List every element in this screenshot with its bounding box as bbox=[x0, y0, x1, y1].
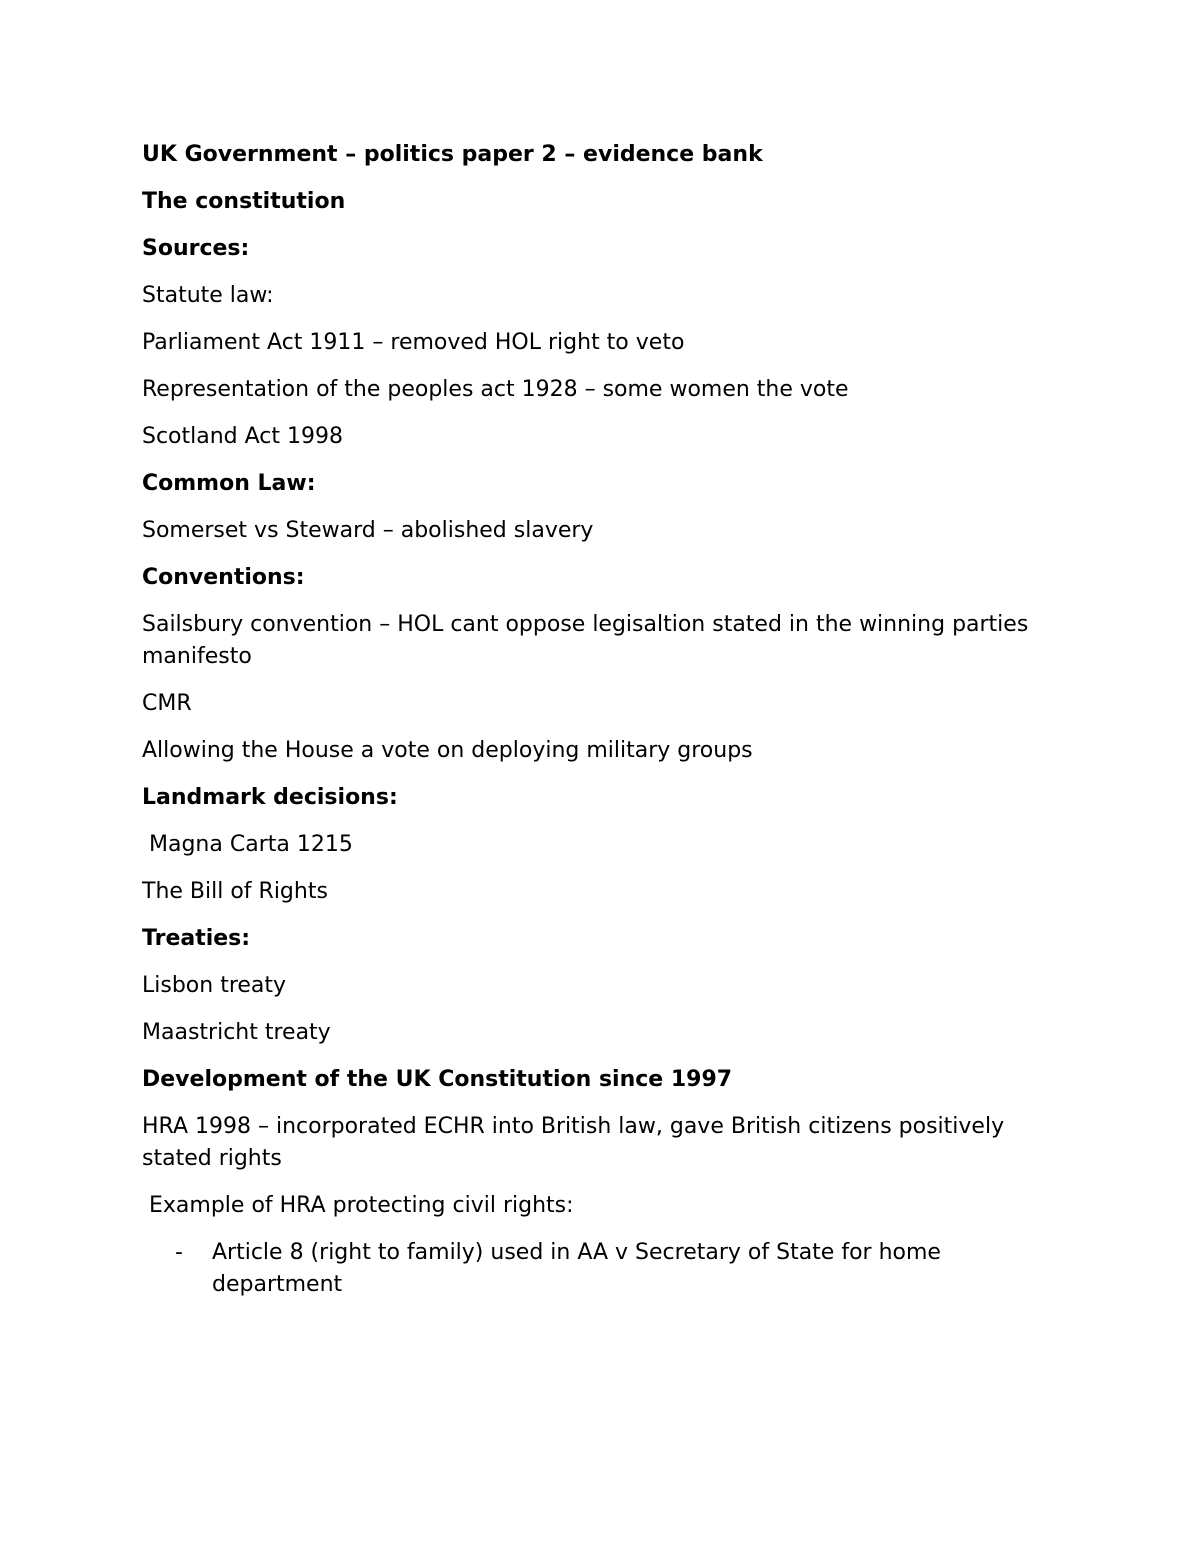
document-page bbox=[142, 139, 1042, 1301]
landmark-heading: Landmark decisions: bbox=[142, 785, 398, 810]
statute-item: Parliament Act 1911 – removed HOL right to veto bbox=[142, 330, 685, 355]
treaty-item: Lisbon treaty bbox=[142, 973, 287, 998]
convention-item: CMR bbox=[142, 691, 192, 716]
treaty-item: Maastricht treaty bbox=[142, 1020, 331, 1045]
development-heading: Development of the UK Constitution since 1997 bbox=[142, 1067, 733, 1092]
treaties-heading: Treaties: bbox=[142, 926, 251, 951]
bullet-marker: - bbox=[175, 1240, 183, 1265]
section-heading-constitution: The constitution bbox=[142, 189, 346, 214]
document-title: UK Government – politics paper 2 – evidence bank bbox=[142, 142, 763, 167]
convention-item: Sailsbury convention – HOL cant oppose legisaltion stated in the winning parties manifesto bbox=[142, 612, 1029, 669]
common-law-item: Somerset vs Steward – abolished slavery bbox=[142, 518, 594, 543]
landmark-item: The Bill of Rights bbox=[142, 879, 328, 904]
landmark-item: Magna Carta 1215 bbox=[149, 832, 353, 857]
sources-heading: Sources: bbox=[142, 236, 250, 261]
bullet-list-item bbox=[142, 1237, 1042, 1301]
convention-item: Allowing the House a vote on deploying military groups bbox=[142, 738, 753, 763]
bullet-text: Article 8 (right to family) used in AA v Secretary of State for home department bbox=[212, 1240, 941, 1297]
development-text: HRA 1998 – incorporated ECHR into British law, gave British citizens positively stated rights bbox=[142, 1114, 1005, 1171]
statute-item: Scotland Act 1998 bbox=[142, 424, 344, 449]
statute-law-label: Statute law: bbox=[142, 283, 274, 308]
statute-item: Representation of the peoples act 1928 – some women the vote bbox=[142, 377, 849, 402]
common-law-heading: Common Law: bbox=[142, 471, 316, 496]
example-label: Example of HRA protecting civil rights: bbox=[149, 1193, 574, 1218]
conventions-heading: Conventions: bbox=[142, 565, 305, 590]
